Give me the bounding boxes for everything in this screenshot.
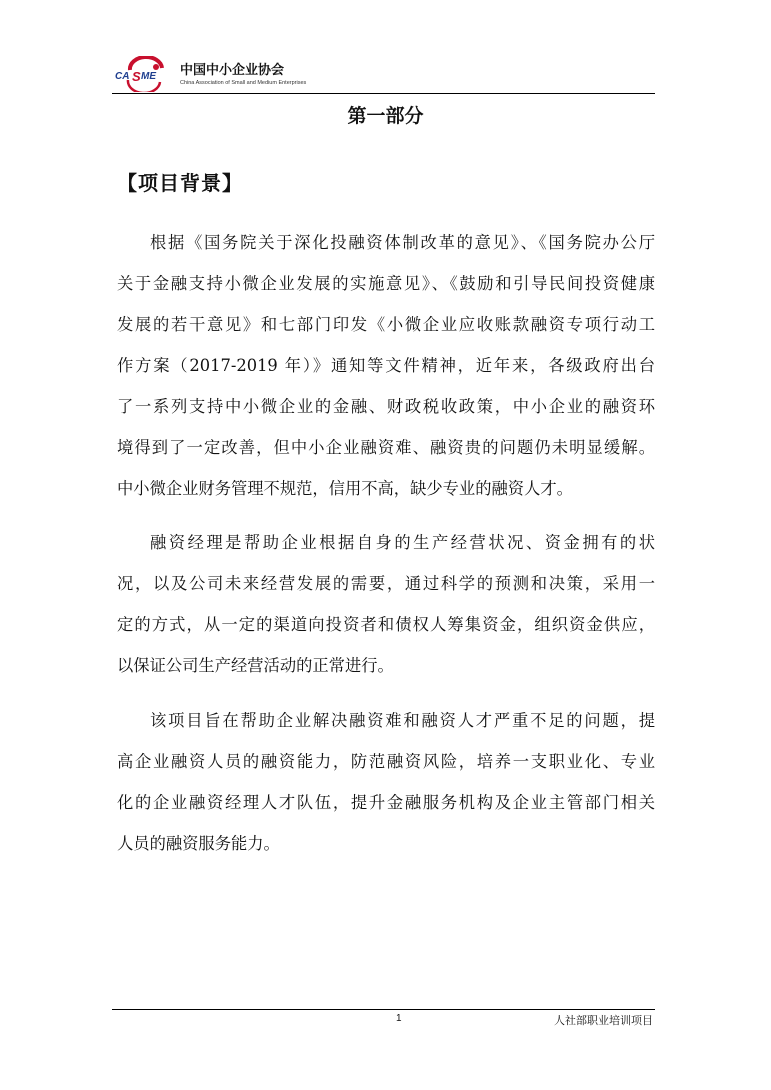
svg-text:CA: CA: [115, 71, 130, 82]
footer-text: 人社部职业培训项目: [554, 1014, 653, 1027]
paragraph-financing-manager: [117, 522, 655, 686]
paragraph-line: 发展的若干意见》和七部门印发《小微企业应收账款融资专项行动工: [117, 315, 655, 334]
svg-text:ME: ME: [141, 71, 156, 82]
paragraph-line: 境得到了一定改善，但中小企业融资难、融资贵的问题仍未明显缓解。: [117, 438, 655, 457]
organization-name: [180, 64, 306, 87]
paragraph-project-goal: [117, 700, 655, 864]
paragraph-line: 作方案（2017-2019 年）》通知等文件精神，近年来，各级政府出台: [117, 356, 655, 375]
footer-divider: [112, 1009, 655, 1010]
svg-text:S: S: [132, 69, 141, 84]
organization-name-cn: 中国中小企业协会: [180, 63, 285, 78]
paragraph-line: 了一系列支持中小微企业的金融、财政税收政策，中小企业的融资环: [117, 397, 655, 416]
paragraph-line: 化的企业融资经理人才队伍，提升金融服务机构及企业主管部门相关: [117, 793, 655, 812]
page-number: 1: [396, 1013, 402, 1024]
paragraph-line: 根据《国务院关于深化投融资体制改革的意见》、《国务院办公厅: [150, 233, 655, 252]
document-header: [112, 56, 655, 92]
paragraph-line: 关于金融支持小微企业发展的实施意见》、《鼓励和引导民间投资健康: [117, 274, 655, 293]
organization-name-en: China Association of Small and Medium Enterprises: [180, 80, 307, 86]
paragraph-line: 以保证公司生产经营活动的正常进行。: [117, 656, 394, 675]
paragraph-line: 定的方式，从一定的渠道向投资者和债权人筹集资金，组织资金供应，: [117, 615, 655, 634]
section-title: 【项目背景】: [117, 171, 243, 195]
paragraph-line: 人员的融资服务能力。: [117, 834, 280, 853]
paragraph-line: 融资经理是帮助企业根据自身的生产经营状况、资金拥有的状: [150, 533, 655, 552]
paragraph-line: 中小微企业财务管理不规范，信用不高，缺少专业的融资人才。: [117, 479, 573, 498]
paragraph-line: 况，以及公司未来经营发展的需要，通过科学的预测和决策，采用一: [117, 574, 655, 593]
paragraph-line: 高企业融资人员的融资能力，防范融资风险，培养一支职业化、专业: [117, 752, 655, 771]
part-title: 第一部分: [347, 105, 424, 127]
paragraph-line: 该项目旨在帮助企业解决融资难和融资人才严重不足的问题，提: [150, 711, 655, 730]
casme-logo: [112, 56, 174, 92]
header-divider: [112, 93, 655, 94]
paragraph-background: [117, 222, 655, 509]
